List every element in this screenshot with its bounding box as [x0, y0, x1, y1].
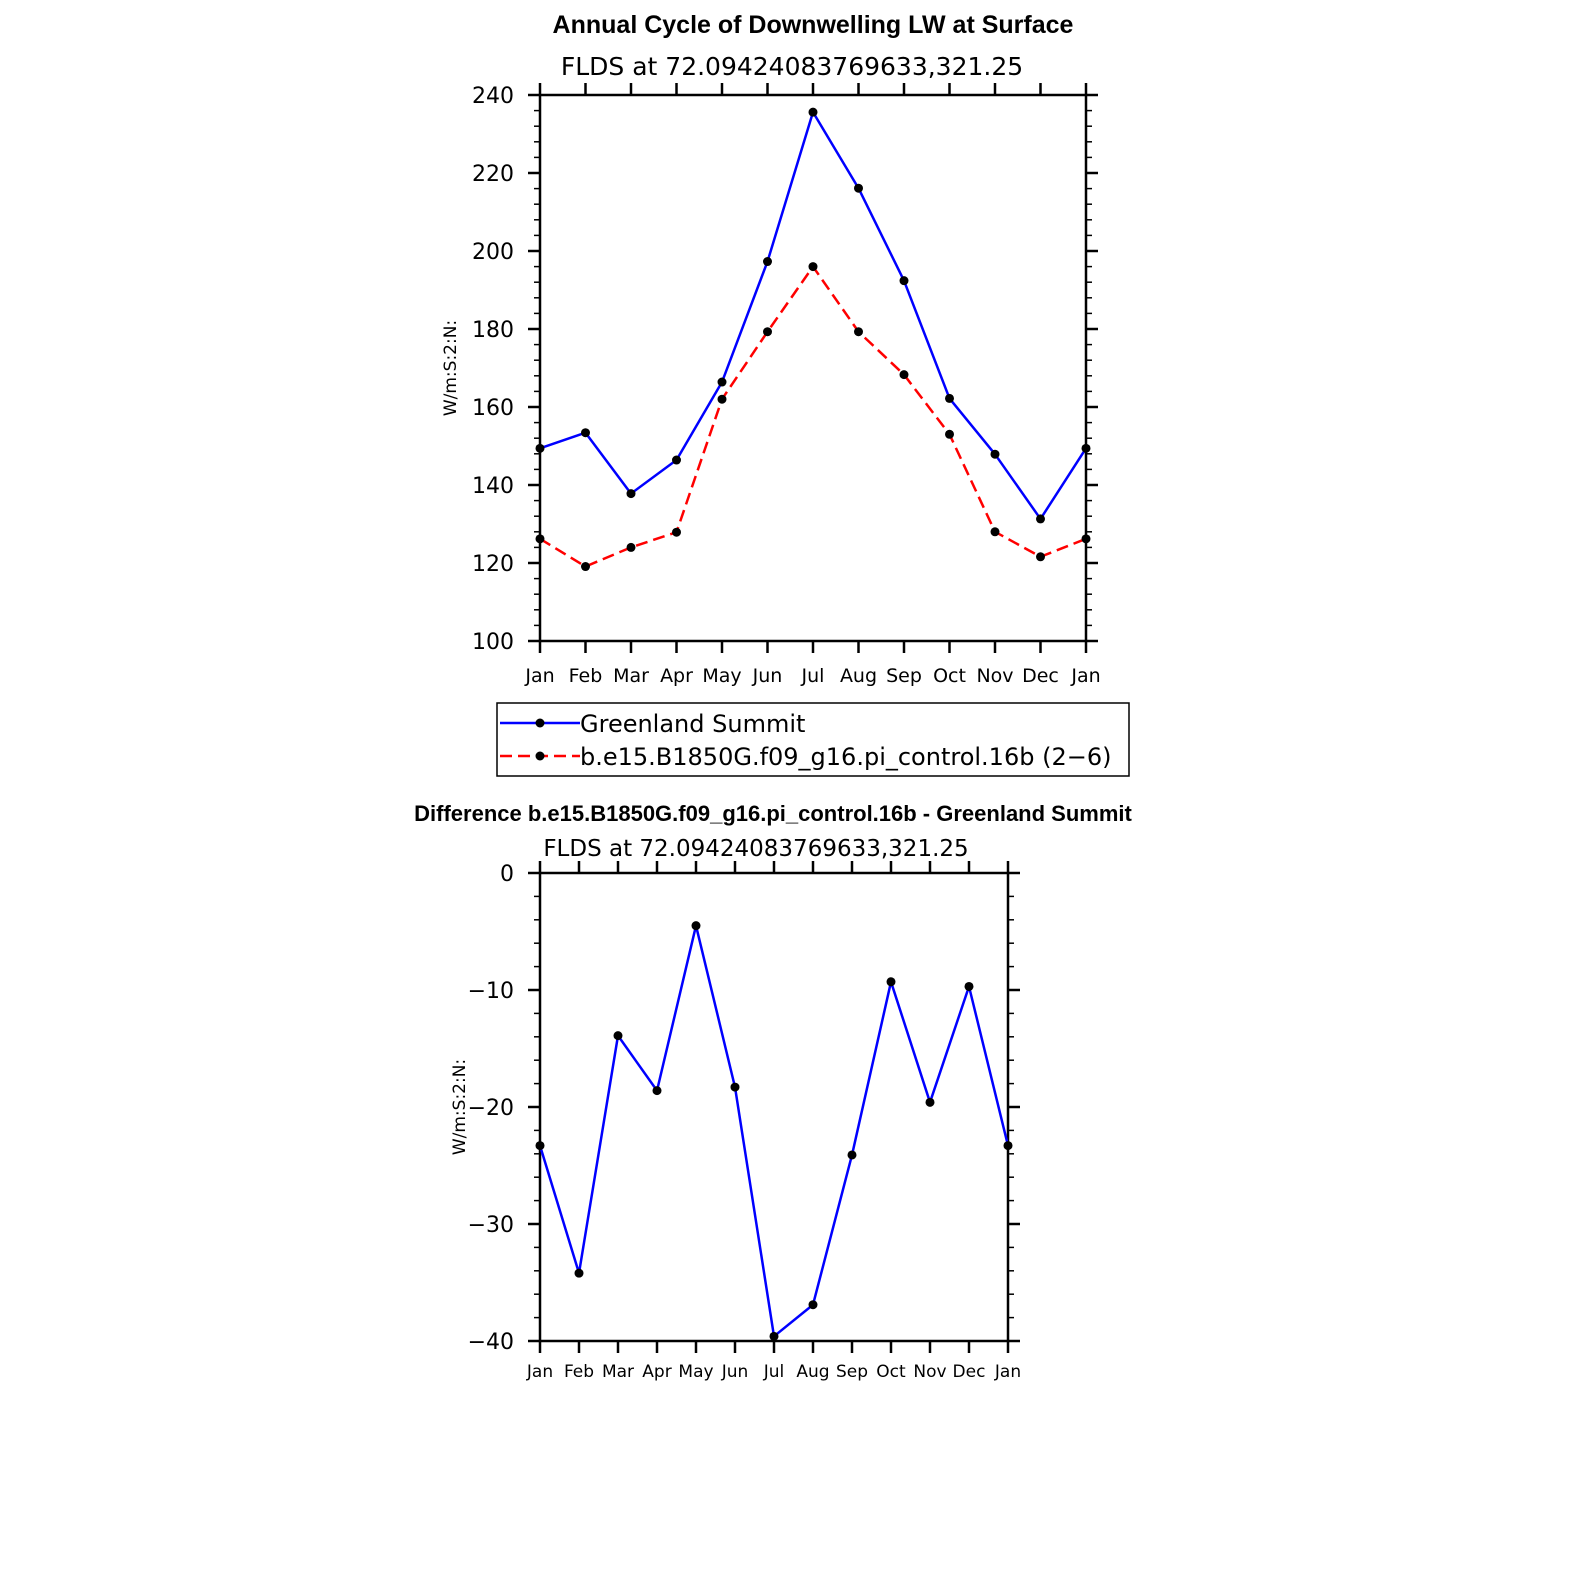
y-tick-label: −30	[467, 1213, 514, 1238]
data-point	[900, 276, 909, 285]
y-tick-label: −10	[467, 979, 514, 1004]
x-tick-label: Jun	[752, 665, 783, 687]
series-line-0	[540, 112, 1086, 519]
x-tick-label: Jan	[1071, 665, 1101, 687]
chart2-series	[536, 921, 1013, 1341]
y-tick-label: 200	[472, 240, 514, 265]
x-tick-label: Apr	[660, 665, 693, 687]
data-point	[536, 1141, 545, 1150]
y-tick-label: 100	[472, 630, 514, 655]
y-tick-label: 160	[472, 396, 514, 421]
data-point	[575, 1269, 584, 1278]
data-point	[1036, 514, 1045, 523]
x-tick-label: Aug	[796, 1362, 830, 1382]
data-point	[854, 184, 863, 193]
data-point	[887, 977, 896, 986]
y-tick-label: 140	[472, 474, 514, 499]
data-point	[900, 370, 909, 379]
chart1-plot-frame	[540, 95, 1086, 641]
legend-marker-model	[536, 752, 545, 761]
y-tick-label: 120	[472, 552, 514, 577]
x-tick-label: Jan	[994, 1362, 1022, 1382]
y-tick-label: 220	[472, 162, 514, 187]
chart2-subtitle: FLDS at 72.09424083769633,321.25	[543, 836, 969, 862]
data-point	[718, 378, 727, 387]
data-point	[1082, 534, 1091, 543]
x-tick-label: Jan	[525, 665, 555, 687]
data-point	[1004, 1141, 1013, 1150]
chart1-series	[536, 108, 1091, 571]
legend-label-model: b.e15.B1850G.f09_g16.pi_control.16b (2−6)	[580, 743, 1112, 771]
x-tick-label: Feb	[563, 1362, 595, 1382]
data-point	[770, 1332, 779, 1341]
data-point	[581, 428, 590, 437]
chart2-title: Difference b.e15.B1850G.f09_g16.pi_control.16b - Greenland Summit	[414, 801, 1132, 826]
x-tick-label: Nov	[976, 665, 1014, 687]
data-point	[718, 395, 727, 404]
y-tick-label: 240	[472, 84, 514, 109]
data-point	[945, 430, 954, 439]
x-tick-label: Feb	[568, 665, 603, 687]
data-point	[1082, 444, 1091, 453]
y-tick-label: 180	[472, 318, 514, 343]
x-tick-label: Oct	[933, 665, 966, 687]
data-point	[945, 394, 954, 403]
x-tick-label: Mar	[613, 665, 649, 687]
chart2-ylabel: W/m:S:2:N:	[450, 1058, 470, 1156]
x-tick-label: Sep	[886, 665, 922, 687]
data-point	[991, 527, 1000, 536]
chart2-ticks	[468, 861, 1022, 1382]
data-point	[991, 450, 1000, 459]
x-tick-label: Jan	[526, 1362, 554, 1382]
legend-label-greenland: Greenland Summit	[580, 710, 806, 738]
y-tick-label: 0	[500, 862, 514, 887]
legend-marker-greenland	[536, 719, 545, 728]
y-tick-label: −40	[467, 1330, 514, 1355]
y-tick-label: −20	[467, 1096, 514, 1121]
data-point	[965, 982, 974, 991]
x-tick-label: Apr	[642, 1362, 672, 1382]
x-tick-label: May	[678, 1362, 714, 1382]
chart1-subtitle: FLDS at 72.09424083769633,321.25	[560, 52, 1024, 81]
x-tick-label: Jun	[721, 1362, 749, 1382]
x-tick-label: Sep	[835, 1362, 869, 1382]
data-point	[854, 327, 863, 336]
chart2-plot-frame	[540, 873, 1008, 1341]
data-point	[672, 528, 681, 537]
x-tick-label: Jul	[801, 665, 825, 687]
data-point	[581, 562, 590, 571]
data-point	[536, 534, 545, 543]
data-point	[848, 1150, 857, 1159]
data-point	[926, 1098, 935, 1107]
data-point	[536, 444, 545, 453]
x-tick-label: Dec	[952, 1362, 986, 1382]
data-point	[809, 108, 818, 117]
data-point	[614, 1031, 623, 1040]
data-point	[627, 489, 636, 498]
data-point	[763, 327, 772, 336]
series-line-1	[540, 267, 1086, 567]
x-tick-label: Mar	[601, 1362, 635, 1382]
data-point	[731, 1083, 740, 1092]
chart1-legend	[497, 703, 1129, 776]
x-tick-label: Jul	[763, 1362, 785, 1382]
data-point	[1036, 552, 1045, 561]
annual-cycle-chart	[441, 11, 1129, 776]
data-point	[672, 456, 681, 465]
x-tick-label: Nov	[913, 1362, 947, 1382]
data-point	[809, 1300, 818, 1309]
data-point	[692, 921, 701, 930]
data-point	[763, 257, 772, 266]
chart1-ylabel: W/m:S:2:N:	[441, 319, 461, 417]
chart1-ticks	[472, 83, 1101, 687]
data-point	[653, 1086, 662, 1095]
x-tick-label: Dec	[1022, 665, 1059, 687]
x-tick-label: Aug	[839, 665, 878, 687]
chart1-title: Annual Cycle of Downwelling LW at Surface	[552, 11, 1074, 39]
x-tick-label: Oct	[876, 1362, 906, 1382]
series-line-0	[540, 926, 1008, 1337]
difference-chart	[414, 801, 1132, 1382]
data-point	[809, 262, 818, 271]
data-point	[627, 543, 636, 552]
x-tick-label: May	[702, 665, 742, 687]
